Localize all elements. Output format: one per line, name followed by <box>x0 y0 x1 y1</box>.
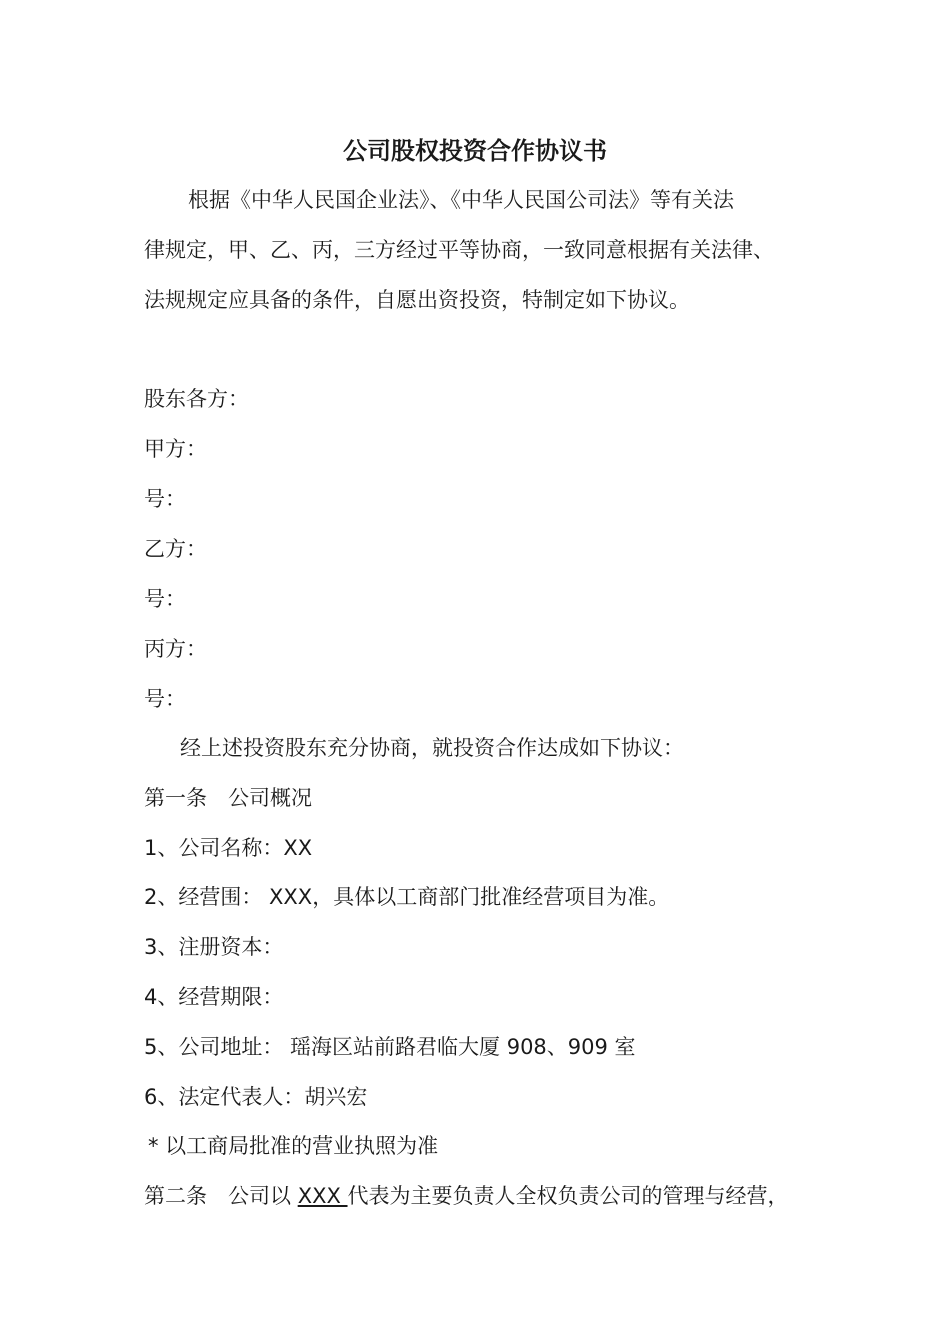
article-2-prefix: 第二条 公司以 <box>144 1184 298 1208</box>
agreement-lead: 经上述投资股东充分协商，就投资合作达成如下协议： <box>180 736 684 760</box>
party-c-label: 丙方： <box>144 637 207 661</box>
shareholders-heading: 股东各方： <box>144 387 249 411</box>
article-2-line <box>144 1181 824 1211</box>
party-b-id-label: 号： <box>144 587 186 611</box>
article-2-representative: XXX <box>297 1184 348 1208</box>
party-a-label: 甲方： <box>144 437 207 461</box>
intro-line-2: 律规定，甲、乙、丙，三方经过平等协商，一致同意根据有关法律、 <box>144 238 774 262</box>
party-a-id-label: 号： <box>144 487 186 511</box>
intro-line-1: 根据《中华人民国企业法》、《中华人民国公司法》等有关法 <box>188 188 734 212</box>
article-1-item: 2、经营围： XXX，具体以工商部门批准经营项目为准。 <box>144 885 670 909</box>
article-1-item: 6、法定代表人：胡兴宏 <box>144 1085 368 1109</box>
party-b-label: 乙方： <box>144 537 207 561</box>
article-1-item: 4、经营期限： <box>144 985 284 1009</box>
article-2-suffix: 代表为主要负责人全权负责公司的管理与经营， <box>347 1184 789 1208</box>
article-1-item: 1、公司名称：XX <box>144 836 313 860</box>
article-1-item: 5、公司地址： 瑶海区站前路君临大厦 908、909 室 <box>144 1035 636 1059</box>
document-title: 公司股权投资合作协议书 <box>343 137 607 165</box>
article-1-heading: 第一条 公司概况 <box>144 786 312 810</box>
intro-line-3: 法规规定应具备的条件，自愿出资投资，特制定如下协议。 <box>144 288 690 312</box>
article-1-item: 3、注册资本： <box>144 935 284 959</box>
article-1-note: * 以工商局批准的营业执照为准 <box>148 1134 439 1158</box>
party-c-id-label: 号： <box>144 687 186 711</box>
